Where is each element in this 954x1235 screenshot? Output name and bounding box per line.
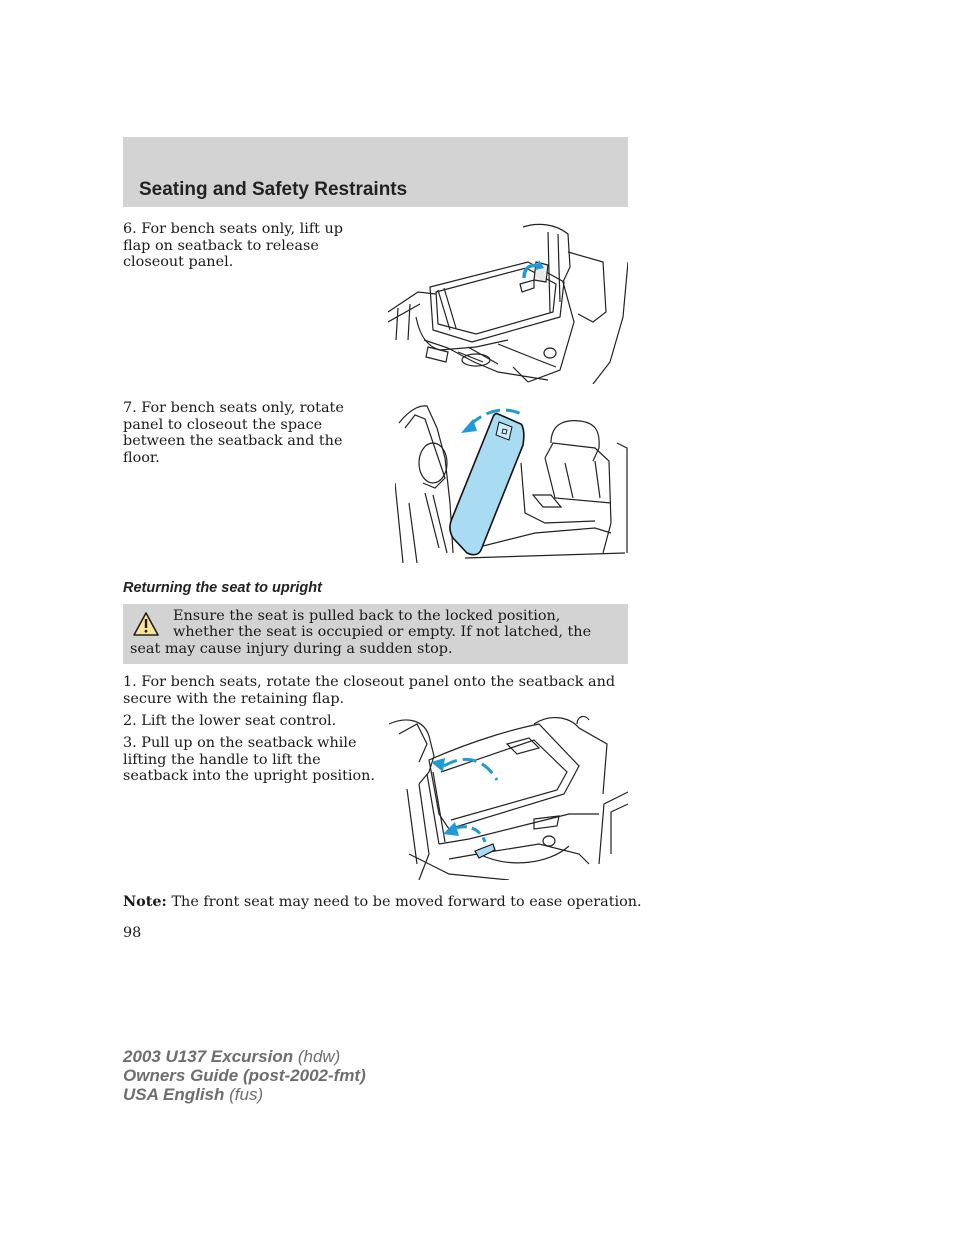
note-label: Note: [123, 893, 167, 910]
step-1-text: 1. For bench seats, rotate the closeout panel onto the seatback and secure with the retaining flap. [123, 674, 616, 707]
figure-rotate-panel [395, 403, 628, 563]
step-3-text: 3. Pull up on the seatback while lifting the handle to lift the seatback into the upright position. [123, 735, 375, 784]
figure-lift-flap [388, 222, 628, 384]
document-footer [123, 1047, 366, 1104]
subheading-returning-upright: Returning the seat to upright [123, 580, 322, 596]
footer-language-code: (fus) [224, 1085, 264, 1104]
footer-model: 2003 U137 Excursion [123, 1047, 294, 1066]
footer-guide: Owners Guide (post-2002-fmt) [123, 1066, 366, 1085]
page-number: 98 [123, 925, 142, 941]
footer-model-code: (hdw) [293, 1047, 341, 1066]
note-paragraph [123, 893, 642, 910]
section-title: Seating and Safety Restraints [139, 179, 408, 200]
warning-box [123, 604, 628, 664]
footer-language: USA English [123, 1085, 225, 1104]
figure-pull-seatback [389, 714, 628, 880]
step-7-text: 7. For bench seats only, rotate panel to closeout the space between the seatback and the floor. [123, 400, 344, 466]
note-text: The front seat may need to be moved forward to ease operation. [166, 894, 642, 910]
step-2-text: 2. Lift the lower seat control. [123, 713, 337, 729]
section-header [123, 137, 628, 207]
step-6-text: 6. For bench seats only, lift up flap on seatback to release closeout panel. [123, 221, 344, 270]
warning-text-wrap [130, 608, 622, 657]
warning-text: Ensure the seat is pulled back to the locked position, whether the seat is occupied or empty. If not latched, the seat may cause injury during a sudden stop. [130, 608, 592, 657]
